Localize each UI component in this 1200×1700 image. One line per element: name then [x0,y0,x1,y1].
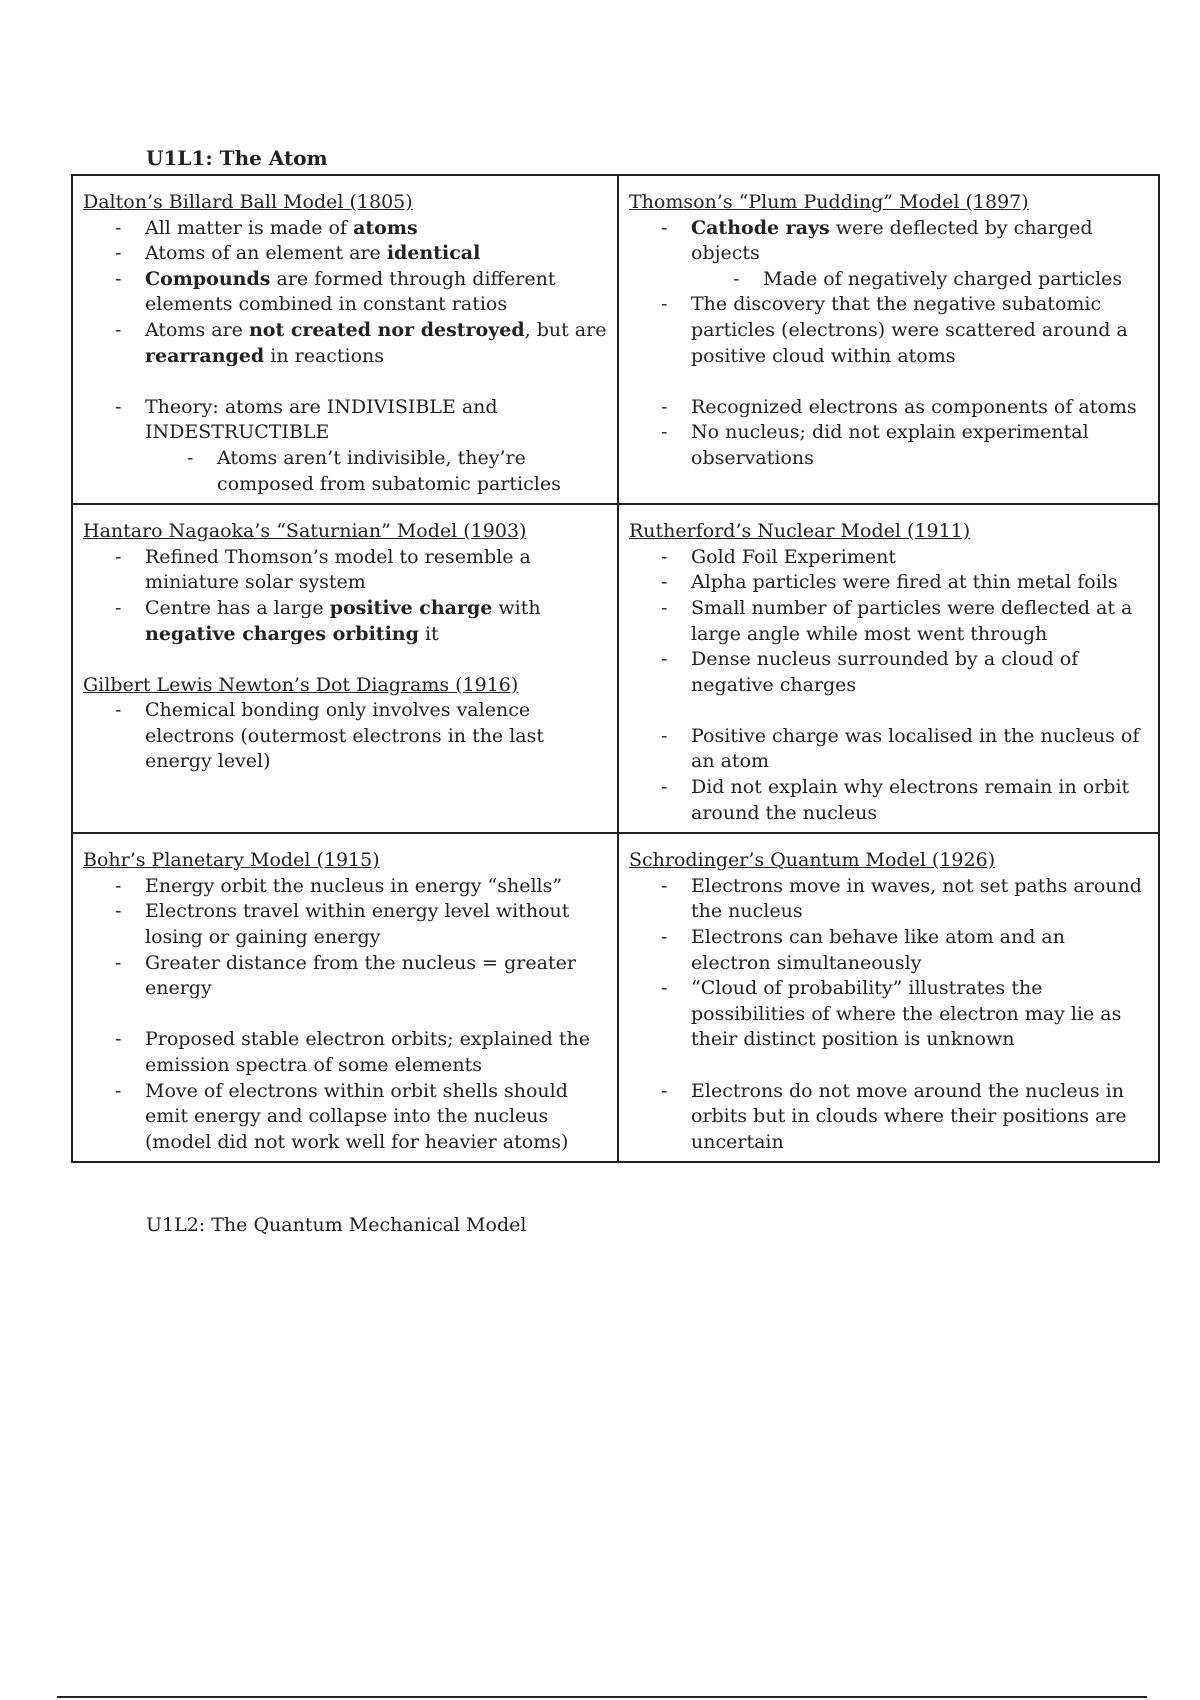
page-heading: U1L1: The Atom [146,146,328,170]
list-item: - Small number of particles were deflected at a large angle while most went through [691,596,1148,647]
list-item: - Positive charge was localised in the nucleus of an atom [691,724,1148,775]
schrodinger-cell [618,833,1159,1162]
bohr-title: Bohr’s Planetary Model (1915) [83,849,380,872]
thomson-list [629,216,1148,472]
list-item: - Electrons do not move around the nucleus in orbits but in clouds where their positions are uncertain [691,1079,1148,1156]
list-item: - Energy orbit the nucleus in energy “shells” [145,874,607,900]
rutherford-title: Rutherford’s Nuclear Model (1911) [629,520,971,543]
table-row [72,504,1159,833]
list-item: - “Cloud of probability” illustrates the possibilities of where the electron may lie as their distinct position is unknown [691,976,1148,1053]
atomic-models-table [71,174,1160,1163]
schrodinger-list [629,874,1148,1156]
lewis-list [83,698,607,775]
rutherford-list [629,545,1148,827]
list-item: - No nucleus; did not explain experimental observations [691,420,1148,471]
page-bottom-rule [57,1696,1147,1698]
bohr-cell [72,833,618,1162]
list-item: - Electrons move in waves, not set paths around the nucleus [691,874,1148,925]
table-row [72,175,1159,504]
list-item: - Chemical bonding only involves valence electrons (outermost electrons in the last energy level) [145,698,607,775]
nagaoka-title: Hantaro Nagaoka’s “Saturnian” Model (1903) [83,520,527,543]
lewis-title: Gilbert Lewis Newton’s Dot Diagrams (1916) [83,673,519,696]
dalton-title: Dalton’s Billard Ball Model (1805) [83,191,413,213]
sub-list [691,267,1148,293]
list-item: - Theory: atoms are INDIVISIBLE and INDESTRUCTIBLE - Atoms aren’t indivisible, they’re composed from subatomic particles [145,395,607,497]
list-item: - Cathode rays were deflected by charged objects - Made of negatively charged particles [691,216,1148,293]
list-item: - Atoms are not created nor destroyed, but are rearranged in reactions [145,318,607,369]
thomson-title: Thomson’s “Plum Pudding” Model (1897) [629,191,1029,213]
list-item: - Refined Thomson’s model to resemble a miniature solar system [145,545,607,596]
list-item: - Recognized electrons as components of atoms [691,395,1148,421]
schrodinger-title: Schrodinger’s Quantum Model (1926) [629,849,996,872]
list-item: - Atoms aren’t indivisible, they’re composed from subatomic particles [217,446,607,497]
list-item: - Made of negatively charged particles [763,267,1148,293]
list-item: - Electrons travel within energy level without losing or gaining energy [145,899,607,950]
thomson-cell [618,175,1159,504]
section-heading: U1L2: The Quantum Mechanical Model [146,1214,527,1236]
nagaoka-lewis-cell [72,504,618,833]
list-item: - Atoms of an element are identical [145,241,607,267]
list-item: - Electrons can behave like atom and an electron simultaneously [691,925,1148,976]
list-item: - Move of electrons within orbit shells should emit energy and collapse into the nucleus (model did not work well for heavier atoms) [145,1079,607,1156]
list-item: - Did not explain why electrons remain in orbit around the nucleus [691,775,1148,826]
dalton-list [83,216,607,498]
rutherford-cell [618,504,1159,833]
list-item: - Compounds are formed through different elements combined in constant ratios [145,267,607,318]
list-item: - Greater distance from the nucleus = greater energy [145,951,607,1002]
list-item: - Alpha particles were fired at thin metal foils [691,570,1148,596]
list-item: - Centre has a large positive charge with negative charges orbiting it [145,596,607,647]
nagaoka-list [83,545,607,647]
list-item: - Gold Foil Experiment [691,545,1148,571]
list-item: - Dense nucleus surrounded by a cloud of negative charges [691,647,1148,698]
sub-list [145,446,607,497]
table-row [72,833,1159,1162]
list-item: - All matter is made of atoms [145,216,607,242]
list-item: - The discovery that the negative subatomic particles (electrons) were scattered around a positive cloud within atoms [691,292,1148,369]
dalton-cell [72,175,618,504]
bohr-list [83,874,607,1156]
list-item: - Proposed stable electron orbits; explained the emission spectra of some elements [145,1027,607,1078]
